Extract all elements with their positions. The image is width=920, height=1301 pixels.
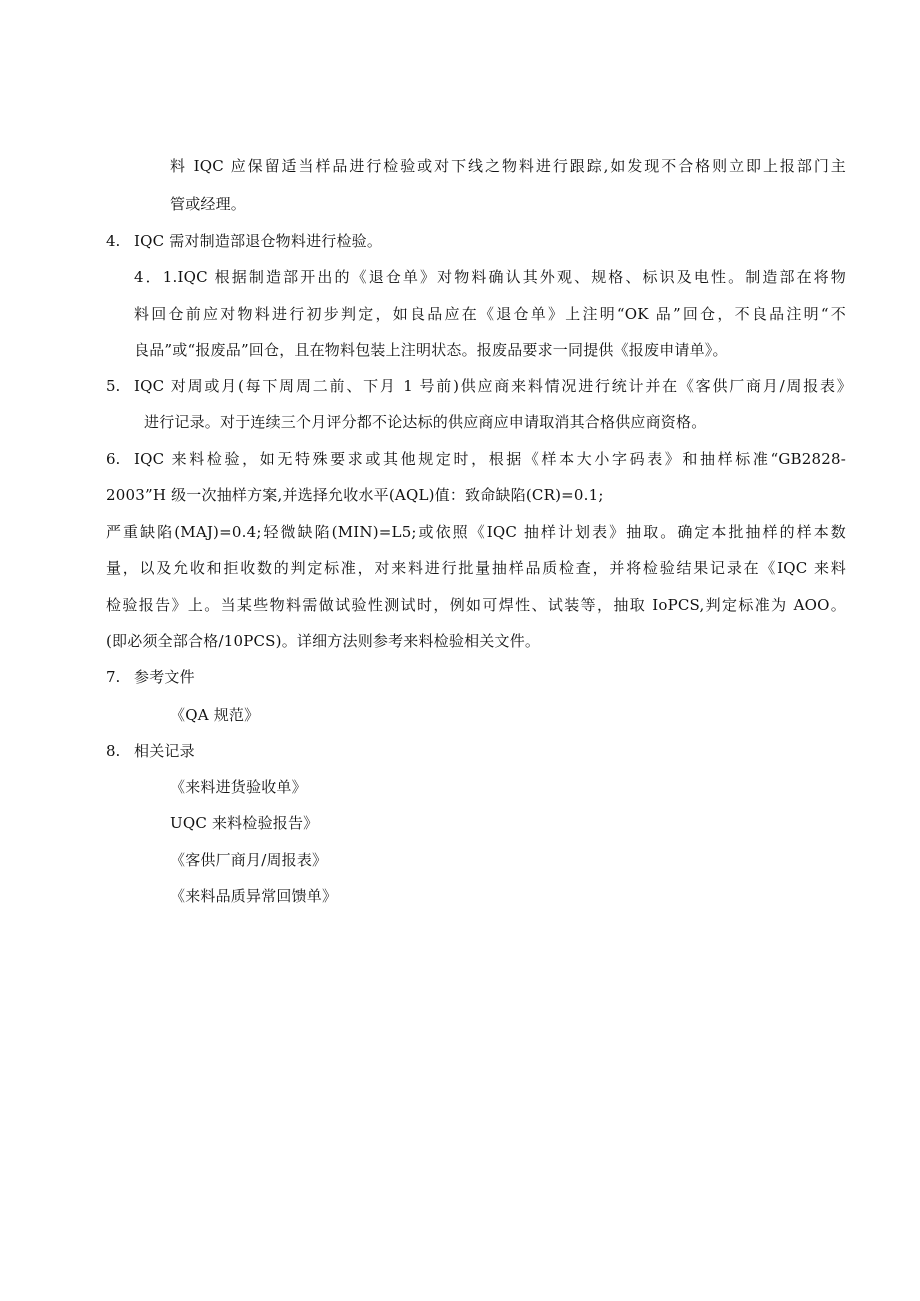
section6-line5: 检验报告》上。当某些物料需做试验性测试时，例如可焊性、试装等，抽取 IoPCS,判定标准为 AOO。 <box>106 596 846 614</box>
section4-number: 4. <box>106 232 121 250</box>
section6-line3: 严重缺陷(MAJ)=0.4;轻微缺陷(MIN)=L5;或依照《IQC 抽样计划表》抽取。确定本批抽样的样本数 <box>106 523 846 541</box>
section4-sub-line3: 良品”或“报废品”回仓，且在物料包装上注明状态。报废品要求一同提供《报废申请单》。 <box>134 341 728 359</box>
section7-item: 《QA 规范》 <box>170 706 260 724</box>
section6-line2: 2003”H 级一次抽样方案,并选择允收水平(AQL)值：致命缺陷(CR)=0.1; <box>106 486 604 504</box>
section6-line1: IQC 来料检验，如无特殊要求或其他规定时，根据《样本大小字码表》和抽样标准“GB2828- <box>134 450 846 468</box>
section4-title: IQC 需对制造部退仓物料进行检验。 <box>134 232 383 250</box>
section7-number: 7. <box>106 668 121 686</box>
section5-number: 5. <box>106 377 121 395</box>
section6-number: 6. <box>106 450 121 468</box>
section3-line2: 管或经理。 <box>170 195 247 213</box>
section4-sub-line2: 料回仓前应对物料进行初步判定，如良品应在《退仓单》上注明“OK 品”回仓，不良品注明“不 <box>134 305 846 323</box>
section4-sub-line1: 4．1.IQC 根据制造部开出的《退仓单》对物料确认其外观、规格、标识及电性。制造部在将物 <box>134 268 846 286</box>
section8-title: 相关记录 <box>134 742 195 760</box>
section6-line6: (即必须全部合格/10PCS)。详细方法则参考来料检验相关文件。 <box>106 632 541 650</box>
section8-item: 《来料进货验收单》 <box>170 778 307 796</box>
section8-item: UQC 来料检验报告》 <box>170 814 319 832</box>
section3-line1: 料 IQC 应保留适当样品进行检验或对下线之物料进行跟踪,如发现不合格则立即上报部门主 <box>170 157 846 175</box>
section5-line1: IQC 对周或月(每下周周二前、下月 1 号前)供应商来料情况进行统计并在《客供厂商月/周报表》 <box>134 377 852 395</box>
section8-item: 《来料品质异常回馈单》 <box>170 887 338 905</box>
section5-line2: 进行记录。对于连续三个月评分都不论达标的供应商应申请取消其合格供应商资格。 <box>144 413 707 431</box>
section6-line4: 量，以及允收和拒收数的判定标准，对来料进行批量抽样品质检查，并将检验结果记录在《IQC 来料 <box>106 559 846 577</box>
section8-number: 8. <box>106 742 121 760</box>
section8-item: 《客供厂商月/周报表》 <box>170 851 328 869</box>
section7-title: 参考文件 <box>134 668 195 686</box>
